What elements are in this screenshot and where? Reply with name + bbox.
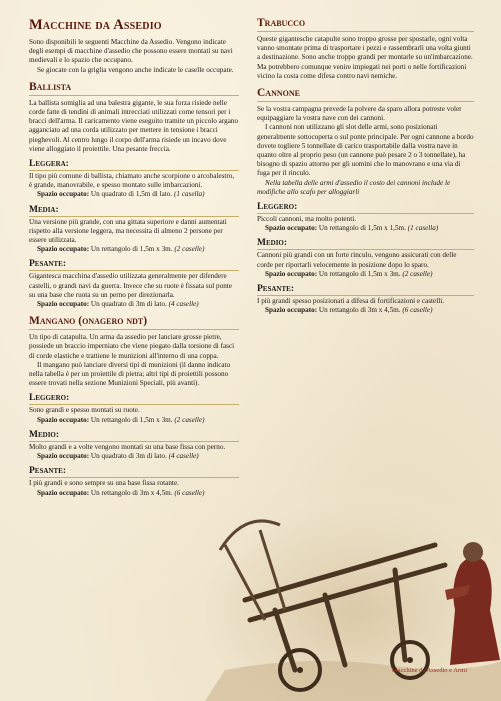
cannone-pesante-text: I più grandi spesso posizionati a difesa di fortificazioni e castelli. bbox=[257, 297, 445, 306]
mangano-pesante-heading: Pesante: bbox=[29, 466, 239, 478]
space-label: Spazio occupato: bbox=[265, 224, 318, 233]
cannone-pesante-space bbox=[257, 306, 474, 315]
space-value: Un quadrato di 3m di lato. bbox=[90, 300, 167, 309]
cells-value: (4 caselle) bbox=[168, 452, 199, 461]
ballista-media-space bbox=[29, 245, 239, 254]
mangano-description-2: Il mangano può lanciare diversi tipi di munizioni (il danno indicato nella tabella è per un proiettile di pietra; altri tipi di proiettili possono essere trovati nella sezione Munizioni Speciali, più avanti). bbox=[29, 360, 231, 388]
space-value: Un rettangolo di 1,5m x 3m. bbox=[90, 415, 173, 424]
ballista-pesante-text: Gigantesca macchina d'assedio utilizzata generalmente per difendere castelli, o grandi navi da guerra. Invece che su ruote è fissata sul ponte su una base che ruota su un perno per direzionarla. bbox=[29, 272, 232, 299]
cells-value: (1 casella) bbox=[173, 190, 205, 199]
mangano-leggero-space bbox=[29, 416, 239, 425]
space-label: Spazio occupato: bbox=[37, 415, 90, 424]
space-label: Spazio occupato: bbox=[37, 452, 90, 461]
mangano-description-1: Un tipo di catapulta. Un arma da assedio per lanciare grosse pietre, possiede un braccio imperniato che viene piegato dalla torsione di fasci di corde elastiche e trattiene le munizioni all'interno di una coppa. bbox=[29, 333, 235, 360]
space-value: Un quadrato di 1,5m di lato. bbox=[90, 190, 173, 199]
cells-value: (6 caselle) bbox=[402, 306, 433, 315]
cells-value: (2 caselle) bbox=[402, 269, 433, 278]
cannone-leggero-space bbox=[257, 224, 474, 233]
trabucco-description: Queste gigantesche catapulte sono troppo grosse per spostarle, ogni volta vanno smontate prima di trasportare i pezzi e rassembrarli una volta giunti a destinazione. Sono anche troppo grandi per montarle su un'imbarcazione. Ma potrebbero comunque venire impiegati nei porti o nelle fortificazioni vicino la costa come difesa contro navi nemiche. bbox=[257, 35, 473, 80]
cells-value: (4 caselle) bbox=[168, 300, 199, 309]
cannone-description-2: I cannoni non utilizzano gli slot delle armi, sono posizionati generalmente sottocoperta o sul ponte principale. Per ogni cannone a bordo dovete togliere 5 tonnellate di carico trasportabile dalla vostra nave in quanto oltre al proprio peso (un cannone può pesare 2 o 3 tonnellate), ha bisogno di spazio attorno per gli uomini che lo manovrano e una via di fuga per il rinculo. bbox=[257, 123, 474, 178]
intro-paragraph-1: Sono disponibili le seguenti Macchine da Assedio. Vengono indicate degli esempi di macchine d'assedio che possono essere montati su navi medievali e lo spazio che occupano. bbox=[29, 38, 233, 65]
space-value: Un rettangolo di 1,5m x 3m. bbox=[318, 269, 401, 278]
ballista-leggera-space bbox=[29, 190, 239, 199]
cannone-pesante-heading: Pesante: bbox=[257, 284, 474, 296]
ballista-media-heading: Media: bbox=[29, 205, 239, 217]
space-value: Un rettangolo di 3m x 4,5m. bbox=[318, 306, 401, 315]
space-label: Spazio occupato: bbox=[265, 306, 318, 315]
mangano-heading: Mangano (onagero ndt) bbox=[29, 315, 239, 330]
cells-value: (1 casella) bbox=[407, 224, 439, 233]
space-value: Un rettangolo di 1,5m x 1,5m. bbox=[318, 224, 406, 233]
space-label: Spazio occupato: bbox=[37, 488, 90, 497]
cannone-medio-space bbox=[257, 270, 474, 279]
ballista-pesante-heading: Pesante: bbox=[29, 259, 239, 271]
mangano-leggero-text: Sono grandi e spesso montati su ruote. bbox=[29, 406, 140, 415]
ballista-heading: Ballista bbox=[29, 81, 239, 96]
mangano-pesante-text: I più grandi e sono sempre su una base fissa rotante. bbox=[29, 479, 179, 488]
intro-paragraph-2: Se giocate con la griglia vengono anche indicate le caselle occupate. bbox=[37, 65, 234, 74]
cannone-medio-text: Cannoni più grandi con un forte rinculo, vengono assicurati con delle corde per riportarli velocemente in posizione dopo lo sparo. bbox=[257, 251, 457, 269]
space-label: Spazio occupato: bbox=[37, 190, 90, 199]
cells-value: (6 caselle) bbox=[174, 488, 205, 497]
ballista-media-text: Una versione più grande, con una gittata superiore e danni aumentati rispetto alla versione leggera, ma necessita di almeno 2 persone per essere utilizzata. bbox=[29, 217, 227, 245]
cannone-medio-heading: Medio: bbox=[257, 238, 474, 250]
space-value: Un rettangolo di 1,5m x 3m. bbox=[90, 245, 173, 254]
space-value: Un rettangolo di 3m x 4,5m. bbox=[90, 488, 173, 497]
ballista-leggera-heading: Leggera: bbox=[29, 159, 239, 171]
space-label: Spazio occupato: bbox=[265, 269, 318, 278]
space-label: Spazio occupato: bbox=[37, 245, 90, 254]
left-column bbox=[29, 17, 239, 498]
cannone-heading: Cannone bbox=[257, 87, 474, 102]
cells-value: (2 caselle) bbox=[174, 245, 205, 254]
cells-value: (2 caselle) bbox=[174, 415, 205, 424]
page-title: Macchine da Assedio bbox=[29, 17, 162, 33]
mangano-leggero-heading: Leggero: bbox=[29, 393, 239, 405]
space-value: Un quadrato di 3m di lato. bbox=[90, 452, 167, 461]
cannone-leggero-text: Piccoli cannoni, ma molto potenti. bbox=[257, 215, 357, 224]
cannone-leggero-heading: Leggero: bbox=[257, 202, 474, 214]
mangano-medio-space bbox=[29, 452, 239, 461]
cannone-note: Nella tabella delle armi d'assedio il costo dei cannoni include le modifiche allo scafo per alloggiarli bbox=[257, 178, 451, 196]
space-label: Spazio occupato: bbox=[37, 300, 90, 309]
ballista-description: La ballista somiglia ad una balestra gigante, le sua forza risiede nelle corde fatte di tendini di animali intrecciati utilizzati come tensori per i bracci dell'arma. Il caricamento viene eseguito tramite un piccolo argano agganciato ad una corda utilizzato per mettere in tensione i bracci pieghevoli. Al centro lungo il corpo dell'arma risiede un incavo dove viene alloggiato il proiettile. Una pesante freccia. bbox=[29, 98, 239, 153]
ballista-pesante-space bbox=[29, 300, 239, 309]
page-footer: Macchine da Assedio e Armi bbox=[391, 667, 467, 674]
cannone-description-1: Se la vostra campagna prevede la polvere da sparo allora potreste voler equipaggiare la vostra nave con dei cannoni. bbox=[257, 105, 462, 123]
right-column bbox=[257, 17, 474, 315]
trabucco-heading: Trabucco bbox=[257, 17, 474, 32]
mangano-medio-text: Molto grandi e a volte vengono montati su una base fissa con perno. bbox=[29, 442, 226, 451]
mangano-medio-heading: Medio: bbox=[29, 430, 239, 442]
ballista-leggera-text: Il tipo più comune di ballista, chiamato anche scorpione o arcobalestro, è grande, manovrabile, e spesso montato sulle imbarcazioni. bbox=[29, 172, 235, 190]
